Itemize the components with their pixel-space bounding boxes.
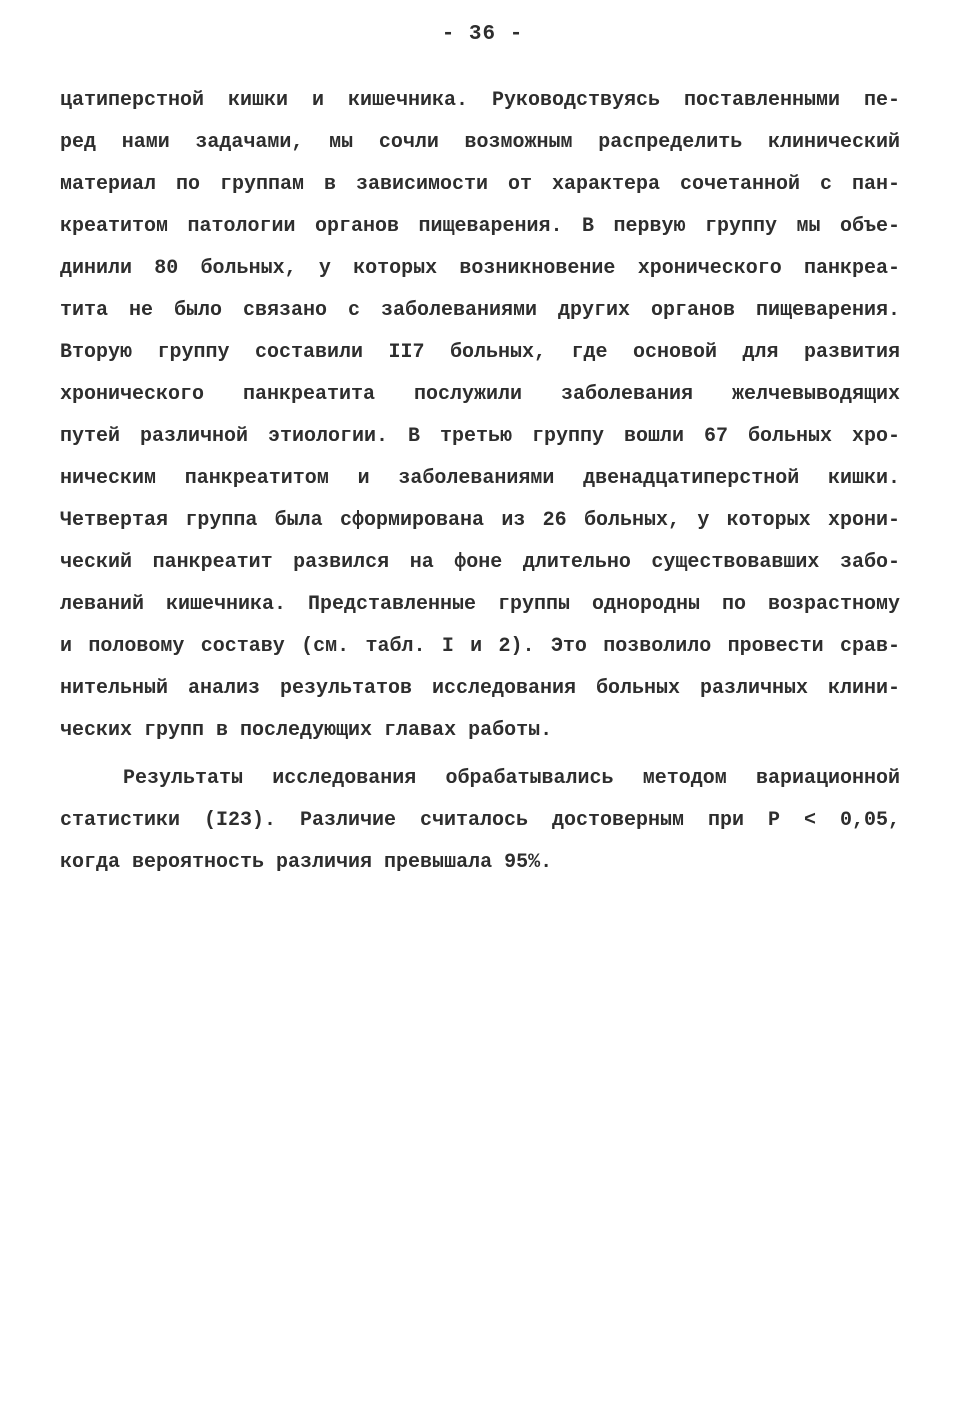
text-line: леваний кишечника. Представленные группы однородны по возрастному (60, 593, 900, 616)
text-line: ред нами задачами, мы сочли возможным распределить клинический (60, 131, 900, 154)
text-line: Четвертая группа была сформирована из 26 больных, у которых хрони- (60, 509, 900, 532)
text-line: хронического панкреатита послужили заболевания желчевыводящих (60, 383, 900, 406)
text-line: путей различной этиологии. В третью группу вошли 67 больных хро- (60, 425, 900, 448)
text-line: цатиперстной кишки и кишечника. Руководствуясь поставленными пе- (60, 89, 900, 112)
text-line: креатитом патологии органов пищеварения. В первую группу мы объе- (60, 215, 900, 238)
text-line: статистики (I23). Различие считалось достоверным при P < 0,05, (60, 809, 900, 832)
text-line: ческих групп в последующих главах работы. (60, 719, 553, 742)
text-line: ческий панкреатит развился на фоне длительно существовавших забо- (60, 551, 900, 574)
paragraph-statistics (60, 758, 900, 884)
page-number: - 36 - (441, 23, 524, 46)
text-line: и половому составу (см. табл. I и 2). Это позволило провести срав- (60, 635, 900, 658)
text-line: когда вероятность различия превышала 95%. (60, 851, 553, 874)
text-line: ническим панкреатитом и заболеваниями двенадцатиперстной кишки. (60, 467, 900, 490)
text-line: тита не было связано с заболеваниями других органов пищеварения. (60, 299, 900, 322)
text-line: Вторую группу составили II7 больных, где основой для развития (60, 341, 900, 364)
text-line: динили 80 больных, у которых возникновение хронического панкреа- (60, 257, 900, 280)
text-line: материал по группам в зависимости от характера сочетанной с пан- (60, 173, 900, 196)
text-line: Результаты исследования обрабатывались методом вариационной (123, 767, 900, 790)
text-line: нительный анализ результатов исследования больных различных клини- (60, 677, 900, 700)
paragraph-main (60, 80, 900, 752)
